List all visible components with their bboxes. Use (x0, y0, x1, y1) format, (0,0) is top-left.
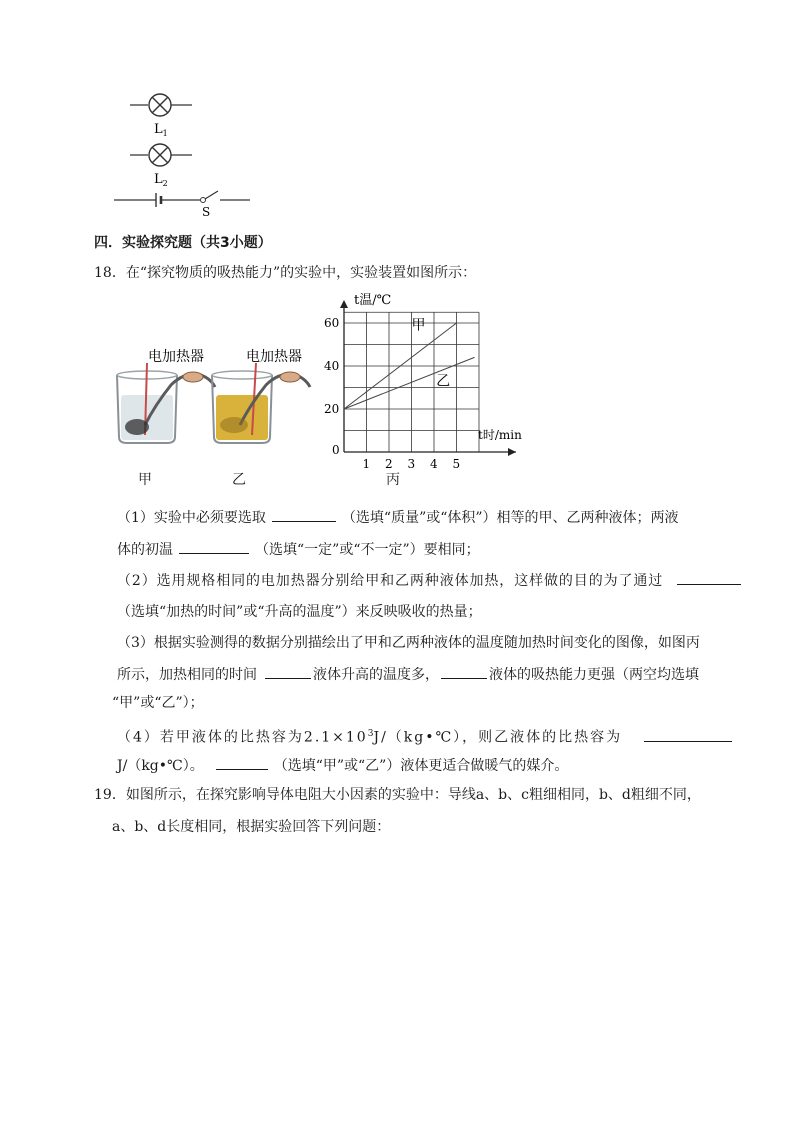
answer-blank-6[interactable] (644, 727, 732, 742)
y-tick-label: 60 (324, 316, 340, 330)
lamp-l1 (130, 94, 192, 116)
x-tick-label: 4 (430, 457, 438, 470)
answer-blank-7[interactable] (216, 755, 268, 770)
lamp-l1-label: $L_1$ (154, 122, 168, 138)
q18-stem: 18．在“探究物质的吸热能力”的实验中，实验装置如图所示： (94, 265, 477, 281)
q18-part3-line2: 所示，加热相同的时间 液体升高的温度多， 液体的吸热能力更强（两空均选填 (117, 664, 699, 685)
q19-line2: a、b、d长度相同，根据实验回答下列问题： (112, 819, 391, 835)
lamp-l2 (130, 144, 192, 166)
beaker-figure-jia (115, 345, 225, 445)
x-axis-label: t时/min (478, 428, 522, 442)
answer-blank-4[interactable] (265, 664, 311, 679)
beaker-figure-yi (210, 345, 320, 445)
battery-and-switch (114, 191, 250, 207)
q19-line1: 19．如图所示，在探究影响导体电阻大小因素的实验中：导线a、b、c粗细相同，b、d粗细不同， (94, 787, 701, 803)
q18-part3-line3: “甲”或“乙”）； (112, 695, 204, 711)
liquid-jia (121, 395, 173, 440)
x-tick-label: 2 (385, 457, 393, 470)
series-line-yi (344, 357, 475, 409)
lamp-l2-label: $L_2$ (154, 172, 168, 188)
q18-part2-line1: （2）选用规格相同的电加热器分别给甲和乙两种液体加热，这样做的目的为了通过 (117, 570, 741, 591)
series-label-yi: 乙 (436, 373, 451, 390)
series-label-jia: 甲 (411, 317, 426, 334)
answer-blank-3[interactable] (677, 570, 741, 585)
q18-part1-line2: 体的初温 （选填“一定”或“不一定”）要相同； (117, 539, 480, 560)
graph-caption-bing: 丙 (386, 472, 400, 488)
answer-blank-5[interactable] (441, 664, 487, 679)
heater-label-jia: 电加热器 (148, 349, 204, 365)
x-tick-label: 3 (407, 457, 416, 470)
x-axis-arrow (508, 448, 516, 456)
heater-label-yi: 电加热器 (246, 349, 302, 365)
answer-blank-2[interactable] (179, 539, 249, 554)
y-tick-label: 20 (324, 402, 340, 416)
switch-label: S (202, 205, 211, 219)
q18-part2-line2: （选填“加热的时间”或“升高的温度”）来反映吸收的热量； (117, 604, 482, 620)
temperature-time-chart (322, 290, 532, 470)
beaker-caption-yi: 乙 (232, 472, 246, 488)
q18-part4-line1: （4）若甲液体的比热容为$2.1\times 10^3J/(kg•℃)$，则乙液体的比热容为 (117, 724, 732, 748)
answer-blank-1[interactable] (272, 507, 336, 522)
y-axis-arrow (340, 300, 348, 308)
q18-part4-line2: J/（kg•℃）。 （选填“甲”或“乙”）液体更适合做暖气的媒介。 (117, 755, 568, 776)
x-tick-label: 5 (452, 457, 461, 470)
beaker-caption-jia: 甲 (138, 472, 152, 488)
q18-part1-line1: （1）实验中必须要选取 （选填“质量”或“体积”）相等的甲、乙两种液体；两液 (117, 507, 679, 528)
x-tick-label: 1 (362, 457, 371, 470)
section-4-title: 四．实验探究题（共3小题） (94, 235, 272, 251)
circuit-figure (100, 85, 260, 220)
y-tick-label: 0 (332, 443, 340, 457)
y-axis-label: t温/℃ (354, 293, 392, 308)
liquid-yi (216, 395, 268, 440)
chart-series (344, 317, 475, 409)
y-tick-label: 40 (324, 359, 340, 373)
q18-part3-line1: （3）根据实验测得的数据分别描绘出了甲和乙两种液体的温度随加热时间变化的图像，如图丙 (117, 635, 700, 651)
